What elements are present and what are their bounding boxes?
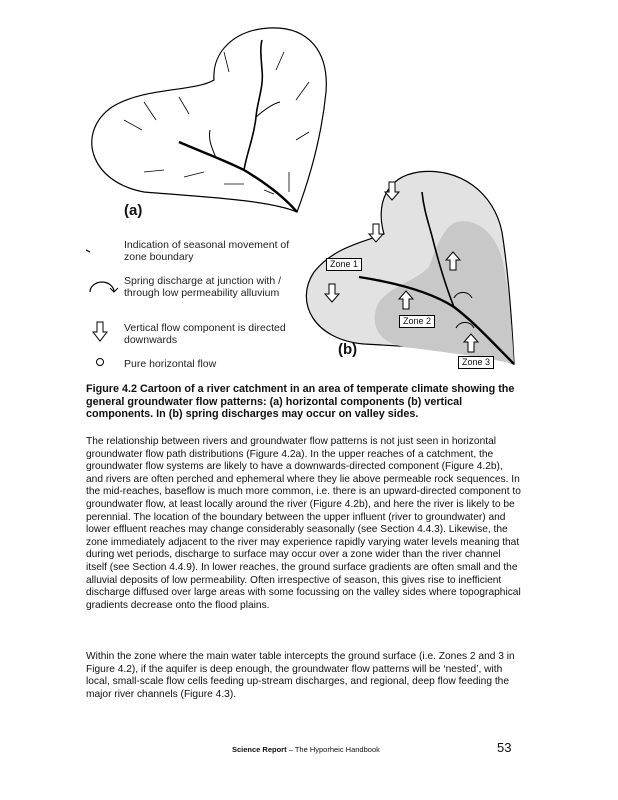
river-trib-a2 — [256, 102, 280, 117]
legend-item-seasonal: Indication of seasonal movement of zone boundary — [124, 239, 290, 263]
page-number: 53 — [497, 740, 512, 755]
paragraph-2: Within the zone where the main water table intercepts the ground surface (i.e. Zones 2 and 3 in Figure 4.2), if the aquifer is deep enough, the groundwater flow patterns will be ‘nested’, with local, small-scale flow cells feeding up-stream discharges, and regional, deep flow feeding the major river channels (Figure 4.3). — [86, 651, 515, 700]
flow-arrows-a — [124, 52, 309, 194]
legend-item-spring: Spring discharge at junction with / through low permeability alluvium — [124, 275, 282, 299]
footer-report: Science Report — [232, 745, 287, 754]
footer-title: – The Hyporheic Handbook — [288, 745, 380, 754]
river-trib-a — [244, 40, 262, 170]
legend-item-vertical: Vertical flow component is directed downwards — [124, 322, 286, 346]
legend-item-horizontal: Pure horizontal flow — [124, 358, 217, 370]
zone-1-label: Zone 1 — [326, 258, 362, 271]
figure-caption: Figure 4.2 Cartoon of a river catchment in an area of temperate climate showing the general groundwater flow patterns: (a) horizontal components (b) vertical components. In (b) spring discharges may occur on valley sides. — [86, 383, 515, 421]
catchment-outline-a — [92, 28, 326, 212]
footer — [232, 745, 380, 754]
river-main-a — [179, 142, 297, 212]
panel-b-label: (b) — [338, 341, 358, 358]
zone-3-label: Zone 3 — [458, 356, 494, 369]
zone-2-label: Zone 2 — [399, 315, 435, 328]
legend-icons — [86, 250, 118, 366]
figure-4-2 — [84, 22, 518, 374]
panel-a-label: (a) — [124, 202, 143, 219]
paragraph-1: The relationship between rivers and groundwater flow patterns is not just seen in horizontal groundwater flow path distributions (Figure 4.2a). In the upper reaches of a catchment, the groundwater flow systems are likely to have a downwards-directed component (Figure 4.2b), and rivers are often perched and ephemeral where they lie above permeable rock sequences. In the mid-reaches, baseflow is much more common, i.e. there is an upward-directed component to groundwater flow, at least locally around the river (Figure 4.2b), and here the river is likely to be perennial. The location of the boundary between the upper influent (river to groundwater) and lower effluent reaches may change considerably seasonally (see Section 4.4.3). Likewise, the zone immediately adjacent to the river may experience rapidly varying water levels meaning that during wet periods, discharge to surface may occur over a zone wider than the river channel itself (see Section 4.4.9). In lower reaches, the ground surface gradients are often small and the alluvial deposits of low permeability. Often irrespective of season, this gives rise to inefficient discharge diffused over large areas with some focussing on the valley sides where topographical gradients decrease onto the flood plains. — [86, 436, 521, 611]
river-trib-a3 — [209, 130, 216, 158]
